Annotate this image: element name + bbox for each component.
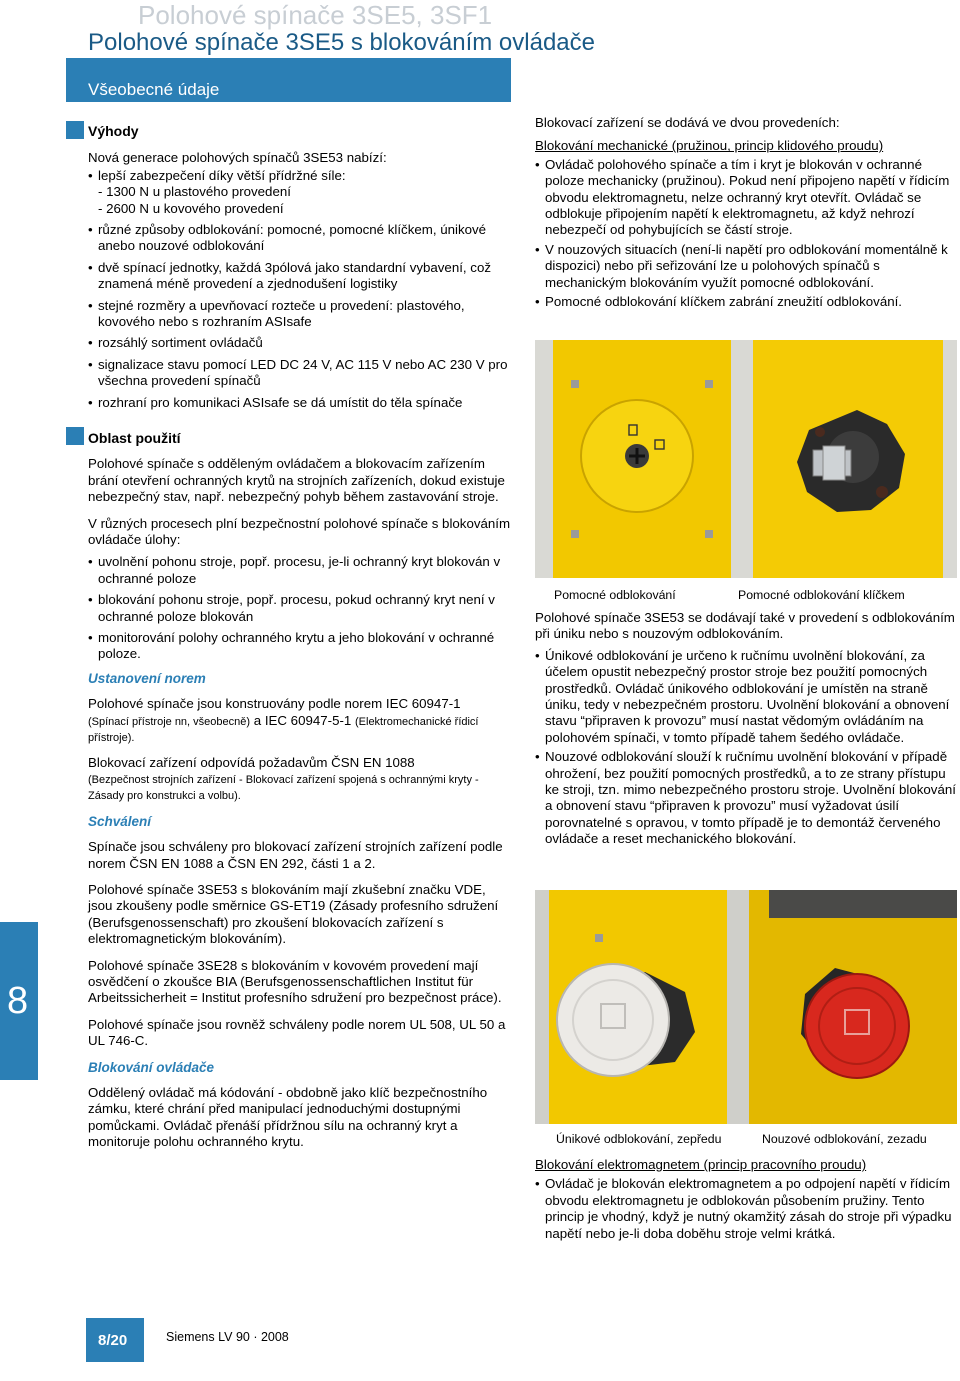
list-item: • Únikové odblokování je určeno k ručnímu uvolnění blokování, za účelem opustit nebezpečný prostor stroje bez použití pomocných prostředků. Ovládač únikového odblokování je umístěn na straně úniku, tedy v nebezpečném prostoru. Uvolnění blokování a obnovení stavu “připraven k provozu” musí nastat vědomým ovládáním na polohovém spínači, v tomto případě tahem šedého ovládače. [535, 648, 957, 746]
section-bar-label: Všeobecné údaje [88, 80, 220, 99]
force-metal: - 2600 N u kovového provedení [98, 200, 284, 216]
list-item-text: lepší zabezpečení díky větší přídržné síle: [98, 167, 346, 183]
oblast-heading: Oblast použití [88, 430, 181, 446]
chapter-number: 8 [7, 980, 29, 1022]
section-bar [66, 58, 511, 102]
heading-marker [66, 121, 84, 139]
ust-small: (Bezpečnost strojních zařízení - Blokovací zařízení spojená s ochrannými kryty - Zásady pro konstrukci a volbu). [88, 773, 479, 803]
schvaleni-paragraph: Polohové spínače jsou rovněž schváleny podle norem UL 508, UL 50 a UL 746-C. [88, 1016, 506, 1049]
schvaleni-paragraph: Polohové spínače 3SE53 s blokováním mají zkušební značku VDE, jsou zkoušeny podle směrnice GS-ET19 (Zásady profesního sdružení (Berufsgenossenschaft) pro zkoušení blokovacích zařízení s elektromagnetickým blokováním). [88, 881, 499, 947]
list-item: • Nouzové odblokování slouží k ručnímu uvolnění blokování v případě ohrožení, bez použití pomocných prostředků, a to ze strany přístupu ke stroji, tzn. mimo nebezpečného prostoru stroje. Uvolnění blokování a obnovení stavu “připraven k provozu” musí vyžadovat úsilí porovnatelné s opravou, v tomto případě je to demontáž červeného ovládače a reset mechanického blokování. [535, 749, 957, 847]
vyhody-intro: Nová generace polohových spínačů 3SE53 nabízí: [88, 150, 387, 166]
photo-auxiliary-release [535, 340, 957, 578]
list-item: • rozhraní pro komunikaci ASIsafe se dá umístit do těla spínače [88, 395, 513, 411]
caption-left: Únikové odblokování, zepředu [556, 1132, 722, 1146]
list-item: • Ovládač je blokován elektromagnetem a po odpojení napětí v řídicím obvodu elektromagnetu je odblokován působením pružiny. Tento princip je vhodný, když je nutný okamžitý zásah do stroje při výpadku napětí nebo je-li doba doběhu stroje velmi krátká. [535, 1176, 957, 1242]
left-column [88, 123, 513, 411]
mech-list [535, 157, 957, 311]
schvaleni-heading: Schválení [88, 813, 152, 829]
list-item: • monitorování polohy ochranného krytu a jeho blokování v ochranné poloze. [88, 630, 513, 663]
ust-small: (Elektromechanické řídicí přístroje). [88, 715, 479, 745]
right-column-middle [535, 610, 957, 848]
ustanoveni-paragraph [88, 696, 513, 745]
force-plastic: - 1300 N u plastového provedení [98, 184, 291, 200]
right-column-top [535, 115, 957, 310]
list-item: • dvě spínací jednotky, každá 3pólová jako standardní vybavení, což znamená méně provedení a zjednodušení logistiky [88, 260, 513, 293]
blokovani-paragraph: Oddělený ovládač má kódování - obdobně jako klíč bezpečnostního zámku, které chrání před manipulací jednoduchými dostupnými pomůckami. Ovládač přenáší přídržnou sílu na ochranný kryt a monitoruje polohu ochranného krytu. [88, 1085, 488, 1150]
mech-heading: Blokování mechanické (pružinou, princip klidového proudu) [535, 138, 884, 154]
ustanoveni-heading: Ustanovení norem [88, 670, 206, 686]
vyhody-list [88, 168, 513, 411]
page-title: Polohové spínače 3SE5, 3SF1 [138, 0, 493, 30]
list-item: • rozsáhlý sortiment ovládačů [88, 335, 513, 351]
unik-list [535, 648, 957, 848]
schvaleni-paragraph: Polohové spínače 3SE28 s blokováním v kovovém provedení mají osvědčení o zkoušce BIA (Berufsgenossenschaftlichen Institut für Arbeitssicherheit = Institut profesního sdružení pro bezpečnost práce). [88, 957, 502, 1006]
ust-text: Polohové spínače jsou konstruovány podle norem IEC 60947-1 [88, 696, 461, 712]
list-item: • signalizace stavu pomocí LED DC 24 V, AC 115 V nebo AC 230 V pro všechna provedení spínačů [88, 357, 513, 390]
ustanoveni-paragraph [88, 755, 513, 804]
list-item [88, 168, 513, 217]
ust-small: (Spínací přístroje nn, všeobecně) [88, 715, 251, 728]
list-item: • různé způsoby odblokování: pomocné, pomocné klíčkem, únikové anebo nouzové odblokování [88, 222, 513, 255]
oblast-paragraph: Polohové spínače s odděleným ovládačem a blokovacím zařízením brání otevření ochranných krytů na strojních zařízeních, dokud existuje nebezpečný stav, např. nebezpečný pohyb během zastavování stroje. [88, 456, 505, 505]
vyhody-heading: Výhody [88, 123, 139, 139]
caption-right: Nouzové odblokování, zezadu [762, 1132, 927, 1146]
ust-text: a IEC 60947-5-1 [250, 712, 355, 728]
right-intro: Blokovací zařízení se dodává ve dvou provedeních: [535, 115, 840, 130]
heading-marker [66, 427, 84, 445]
chapter-tab [0, 922, 38, 1080]
caption-left: Pomocné odblokování [554, 588, 676, 602]
left-column-lower [88, 430, 513, 1151]
list-item: • V nouzových situacích (není-li napětí pro odblokování momentálně k dispozici) nebo při seřizování lze u polohových spínačů s mechanickým blokováním využít pomocné odblokování. [535, 242, 957, 291]
blokovani-heading: Blokování ovládače [88, 1059, 215, 1075]
oblast-paragraph: V různých procesech plní bezpečnostní polohové spínače s blokováním ovládače úlohy: [88, 515, 511, 548]
publication-label: Siemens LV 90 · 2008 [166, 1330, 289, 1344]
list-item: • Ovládač polohového spínače a tím i kryt je blokován v ochranné poloze mechanicky (pružinou). Pokud není připojeno napětí v řídicím obvodu elektromagnetu, nelze ochranný kryt otevřít. Ovládač se odblokuje připojením napětí k elektromagnetu, až když nehrozí nebezpečí od pohybujících se částí stroje. [535, 157, 957, 239]
ust-text: Blokovací zařízení odpovídá požadavům ČSN EN 1088 [88, 754, 415, 770]
list-item: • stejné rozměry a upevňovací rozteče u provedení: plastového, kovového nebo s rozhraním ASIsafe [88, 298, 513, 331]
photo-escape-emergency [535, 890, 957, 1124]
caption-right: Pomocné odblokování klíčkem [738, 588, 905, 602]
switch-photo-2 [535, 890, 957, 1124]
list-item: • Pomocné odblokování klíčkem zabrání zneužití odblokování. [535, 294, 957, 310]
p-3se53: Polohové spínače 3SE53 se dodávají také v provedení s odblokováním při úniku nebo s nouzovým odblokováním. [535, 610, 955, 642]
right-column-bottom [535, 1157, 957, 1242]
elmag-list [535, 1176, 957, 1242]
elmag-heading: Blokování elektromagnetem (princip pracovního proudu) [535, 1157, 867, 1172]
page-number-box [86, 1318, 144, 1362]
switch-photo-1 [535, 340, 957, 578]
schvaleni-paragraph: Spínače jsou schváleny pro blokovací zařízení strojních zařízení podle norem ČSN EN 1088 a ČSN EN 292, části 1 a 2. [88, 839, 503, 871]
page-number: 8/20 [98, 1332, 128, 1349]
page-subtitle: Polohové spínače 3SE5 s blokováním ovládače [88, 29, 595, 56]
list-item: • blokování pohonu stroje, popř. procesu, pokud ochranný kryt není v ochranné poloze blokován [88, 592, 513, 625]
oblast-list [88, 554, 513, 662]
list-item: • uvolnění pohonu stroje, popř. procesu, je-li ochranný kryt blokován v ochranné poloze [88, 554, 513, 587]
